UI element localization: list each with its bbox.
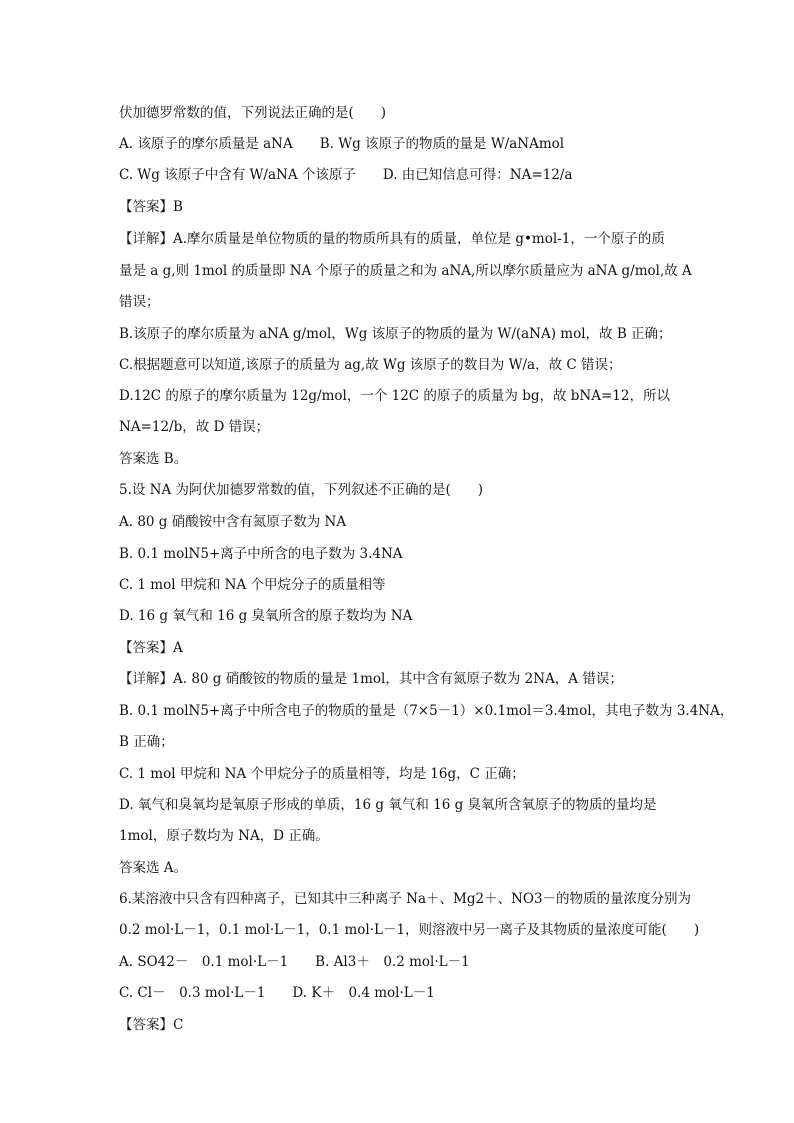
text-line: 伏加德罗常数的值，下列说法正确的是( ) — [119, 105, 387, 121]
text-line: D.12C 的原子的摩尔质量为 12g/mol，一个 12C 的原子的质量为 bg，故 bNA=12，所以 — [119, 388, 670, 404]
option-b: B. 0.1 molN5+离子中所含的电子数为 3.4NA — [119, 546, 403, 562]
answer-label: 【答案】B — [119, 199, 183, 215]
text-line: A. 该原子的摩尔质量是 aNA B. Wg 该原子的物质的量是 W/aNAmol — [119, 136, 565, 152]
text-line: NA=12/b，故 D 错误； — [119, 419, 270, 435]
text-line: C.根据题意可以知道,该原子的质量为 ag,故 Wg 该原子的数目为 W/a，故 C 错误； — [119, 357, 622, 373]
option-d: D. 16 g 氧气和 16 g 臭氧所含的原子数均为 NA — [119, 608, 413, 624]
text-line: 量是 a g,则 1mol 的质量即 NA 个原子的质量之和为 aNA,所以摩尔质量应为 aNA g/mol,故 A — [119, 263, 692, 279]
text-line: C. Wg 该原子中含有 W/aNA 个该原子 D. 由已知信息可得：NA=12/a — [119, 167, 573, 183]
text-line: B.该原子的摩尔质量为 aNA g/mol，Wg 该原子的物质的量为 W/(aNA) mol，故 B 正确； — [119, 326, 672, 342]
text-line: 错误； — [119, 294, 160, 310]
option-c: C. 1 mol 甲烷和 NA 个甲烷分子的质量相等 — [119, 577, 386, 593]
answer-label: 【答案】A — [119, 640, 183, 656]
text-line: B 正确； — [119, 734, 174, 750]
question-6: 6.某溶液中只含有四种离子，已知其中三种离子 Na＋、Mg2＋、NO3－的物质的量浓度分别为 — [119, 891, 692, 907]
text-line: 【详解】A.摩尔质量是单位物质的量的物质所具有的质量，单位是 g•mol-1，一个原子的质 — [119, 231, 665, 247]
text-line: 1mol，原子数均为 NA，D 正确。 — [119, 828, 329, 844]
option-a: A. 80 g 硝酸铵中含有氮原子数为 NA — [119, 514, 347, 530]
text-line: 答案选 A。 — [119, 860, 188, 876]
text-line: B. 0.1 molN5+离子中所含电子的物质的量是（7×5－1）×0.1mol＝3.4mol，其电子数为 3.4NA， — [119, 703, 734, 719]
options-ab: A. SO42－ 0.1 mol·L－1 B. Al3＋ 0.2 mol·L－1 — [119, 954, 470, 970]
text-line: 0.2 mol·L－1，0.1 mol·L－1，0.1 mol·L－1，则溶液中另一离子及其物质的量浓度可能( ) — [119, 922, 700, 938]
text-line: C. 1 mol 甲烷和 NA 个甲烷分子的质量相等，均是 16g，C 正确； — [119, 766, 525, 782]
answer-label: 【答案】C — [119, 1017, 184, 1033]
text-line: 答案选 B。 — [119, 451, 188, 467]
text-line: D. 氧气和臭氧均是氧原子形成的单质，16 g 氧气和 16 g 臭氧所含氧原子的物质的量均是 — [119, 797, 657, 813]
options-cd: C. Cl－ 0.3 mol·L－1 D. K＋ 0.4 mol·L－1 — [119, 985, 435, 1001]
question-5: 5.设 NA 为阿伏加德罗常数的值，下列叙述不正确的是( ) — [119, 482, 484, 498]
text-line: 【详解】A. 80 g 硝酸铵的物质的量是 1mol，其中含有氮原子数为 2NA，A 错误； — [119, 671, 623, 687]
